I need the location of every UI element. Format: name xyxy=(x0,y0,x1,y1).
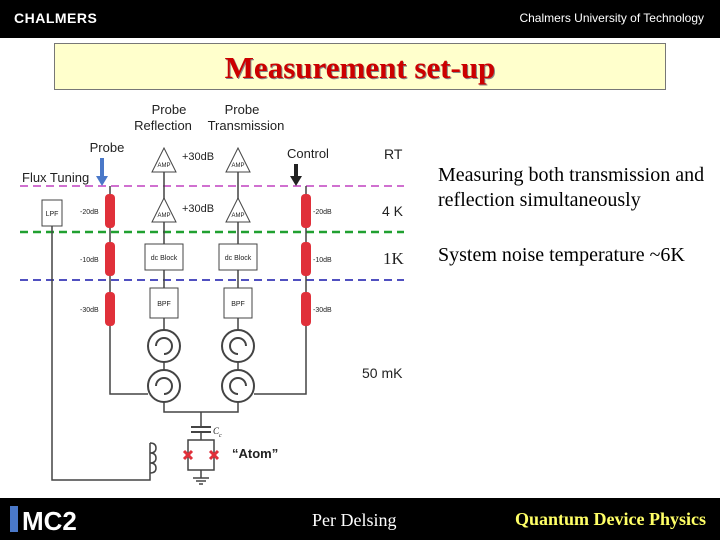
reflection-amp-rt-label: AMP xyxy=(157,163,171,169)
lpf-label: LPF xyxy=(45,211,59,218)
control-atten-20db xyxy=(301,194,311,228)
probe-reflection-label-2: Reflection xyxy=(134,118,192,133)
1k-label: 1K xyxy=(383,249,404,268)
chalmers-logo: CHALMERS xyxy=(14,10,98,26)
probe-arrow-head xyxy=(96,176,108,186)
control-atten-10db xyxy=(301,242,311,276)
university-name: Chalmers University of Technology xyxy=(519,11,704,25)
svg-text:MC2: MC2 xyxy=(22,506,77,536)
transmission-amp-4k-label: AMP xyxy=(231,213,245,219)
flux-line xyxy=(52,200,150,480)
probe-atten-10db-label: -10dB xyxy=(80,257,99,264)
squid-loop xyxy=(188,440,214,470)
probe-label: Probe xyxy=(89,140,125,155)
probe-atten-20db-label: -20dB xyxy=(80,209,99,216)
control-atten-10db-label: -10dB xyxy=(313,257,332,264)
group-name: Quantum Device Physics xyxy=(515,509,706,529)
flux-coil xyxy=(150,443,156,473)
transmission-bpf-label: BPF xyxy=(231,301,245,308)
probe-atten-10db xyxy=(105,242,115,276)
bullet-list xyxy=(438,163,713,298)
bullet-noise-temperature: System noise temperature ~6K xyxy=(438,244,685,266)
reflection-amp-4k-label: AMP xyxy=(157,213,171,219)
probe-transmission-label-1: Probe xyxy=(224,102,260,117)
bullet-transmission-reflection: Measuring both transmission and reflection simultaneously xyxy=(438,164,705,211)
probe-reflection-label-1: Probe xyxy=(151,102,187,117)
footer-bar xyxy=(0,498,720,540)
transmission-circulator-1 xyxy=(222,330,254,362)
control-atten-30db-label: -30dB xyxy=(313,307,332,314)
reflection-bpf-label: BPF xyxy=(157,301,171,308)
presenter-name: Per Delsing xyxy=(312,510,397,530)
rt-label: RT xyxy=(384,146,403,162)
transmission-dc-block-label: dc Block xyxy=(224,255,252,262)
measurement-setup-diagram xyxy=(10,95,420,495)
capacitor-label: $C_c$ xyxy=(213,426,222,439)
header-bar xyxy=(0,0,720,38)
slide-title: Measurement set-up xyxy=(224,50,496,85)
transmission-circulator-2 xyxy=(222,370,254,402)
mc2-logo xyxy=(10,502,120,536)
reflection-circulator-2 xyxy=(148,370,180,402)
reflection-amp-4k-gain: +30dB xyxy=(182,203,215,215)
flux-tuning-label: Flux Tuning xyxy=(22,170,90,185)
probe-atten-30db xyxy=(105,292,115,326)
sample-feed-wire xyxy=(164,408,238,412)
control-to-circulator-wire xyxy=(254,388,306,394)
reflection-dc-block-label: dc Block xyxy=(150,255,178,262)
reflection-amp-rt-gain: +30dB xyxy=(182,151,215,163)
probe-atten-30db-label: -30dB xyxy=(80,307,99,314)
control-atten-30db xyxy=(301,292,311,326)
atom-label: “Atom” xyxy=(232,446,279,461)
50mk-label: 50 mK xyxy=(362,365,403,381)
transmission-amp-rt-label: AMP xyxy=(231,163,245,169)
probe-atten-20db xyxy=(105,194,115,228)
reflection-circulator-1 xyxy=(148,330,180,362)
control-label: Control xyxy=(287,146,329,161)
control-arrow-head xyxy=(290,176,302,186)
title-box xyxy=(54,43,666,90)
control-atten-20db-label: -20dB xyxy=(313,209,332,216)
probe-transmission-label-2: Transmission xyxy=(207,118,285,133)
4k-label: 4 K xyxy=(382,203,404,219)
probe-to-circulator-wire xyxy=(110,388,148,394)
